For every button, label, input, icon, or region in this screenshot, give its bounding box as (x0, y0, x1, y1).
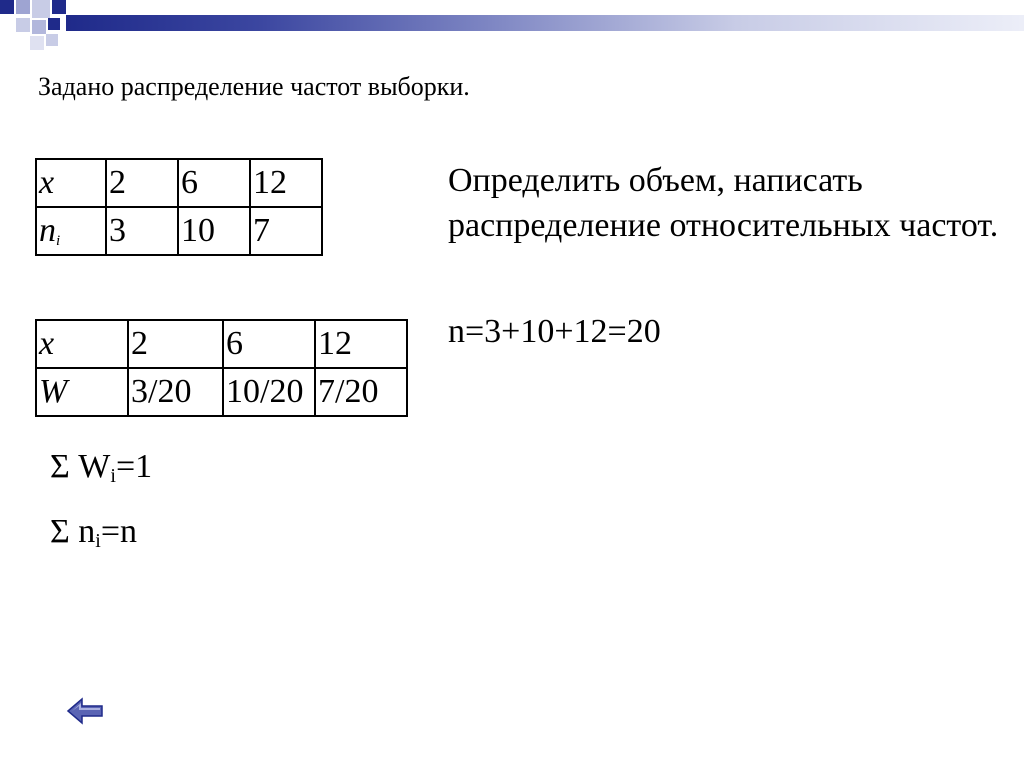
sum-n-sub: i (95, 530, 101, 552)
sum-w-sub: i (110, 465, 116, 487)
decorative-header-bar (0, 0, 1024, 58)
table-row (36, 159, 322, 207)
table-cell: 12 (315, 320, 407, 368)
volume-equation: n=3+10+12=20 (448, 313, 661, 350)
decor-square (16, 18, 30, 32)
table-row (36, 368, 407, 416)
table-cell-header-x: x (36, 159, 106, 207)
table-row (36, 207, 322, 255)
decor-square (52, 0, 66, 14)
decor-square (0, 0, 14, 14)
table-cell-header-n (36, 207, 106, 255)
sum-w-formula (50, 448, 152, 488)
sum-w-pre: Σ W (50, 448, 111, 485)
table-cell: 2 (106, 159, 178, 207)
decor-square (48, 18, 60, 30)
table-cell: 3/20 (128, 368, 223, 416)
sum-w-post: =1 (115, 448, 153, 485)
table-cell: 7/20 (315, 368, 407, 416)
table-cell: 2 (128, 320, 223, 368)
header-gradient-stripe (66, 15, 1024, 31)
task-text: Определить объем, написать распределение относительных частот. (448, 162, 999, 244)
slide-title: Задано распределение частот выборки. (38, 72, 470, 101)
sum-n-formula (50, 513, 137, 553)
relative-frequency-table (35, 319, 408, 417)
table-cell: 10/20 (223, 368, 315, 416)
table-cell-header-x: x (36, 320, 128, 368)
decor-square (30, 36, 44, 50)
back-arrow-icon[interactable] (66, 697, 104, 725)
table-cell: 6 (178, 159, 250, 207)
n-subscript: i (56, 232, 61, 249)
n-label: n (39, 211, 56, 249)
table-cell: 7 (250, 207, 322, 255)
sum-n-pre: Σ n (50, 513, 96, 550)
table-cell: 6 (223, 320, 315, 368)
decor-square (32, 0, 50, 18)
table-cell: 10 (178, 207, 250, 255)
table-cell: 3 (106, 207, 178, 255)
decor-square (46, 34, 58, 46)
table-cell: 12 (250, 159, 322, 207)
frequency-table (35, 158, 323, 256)
decor-square (16, 0, 30, 14)
decor-square (32, 20, 46, 34)
table-cell-header-w: W (36, 368, 128, 416)
sum-n-post: =n (100, 513, 138, 550)
table-row (36, 320, 407, 368)
